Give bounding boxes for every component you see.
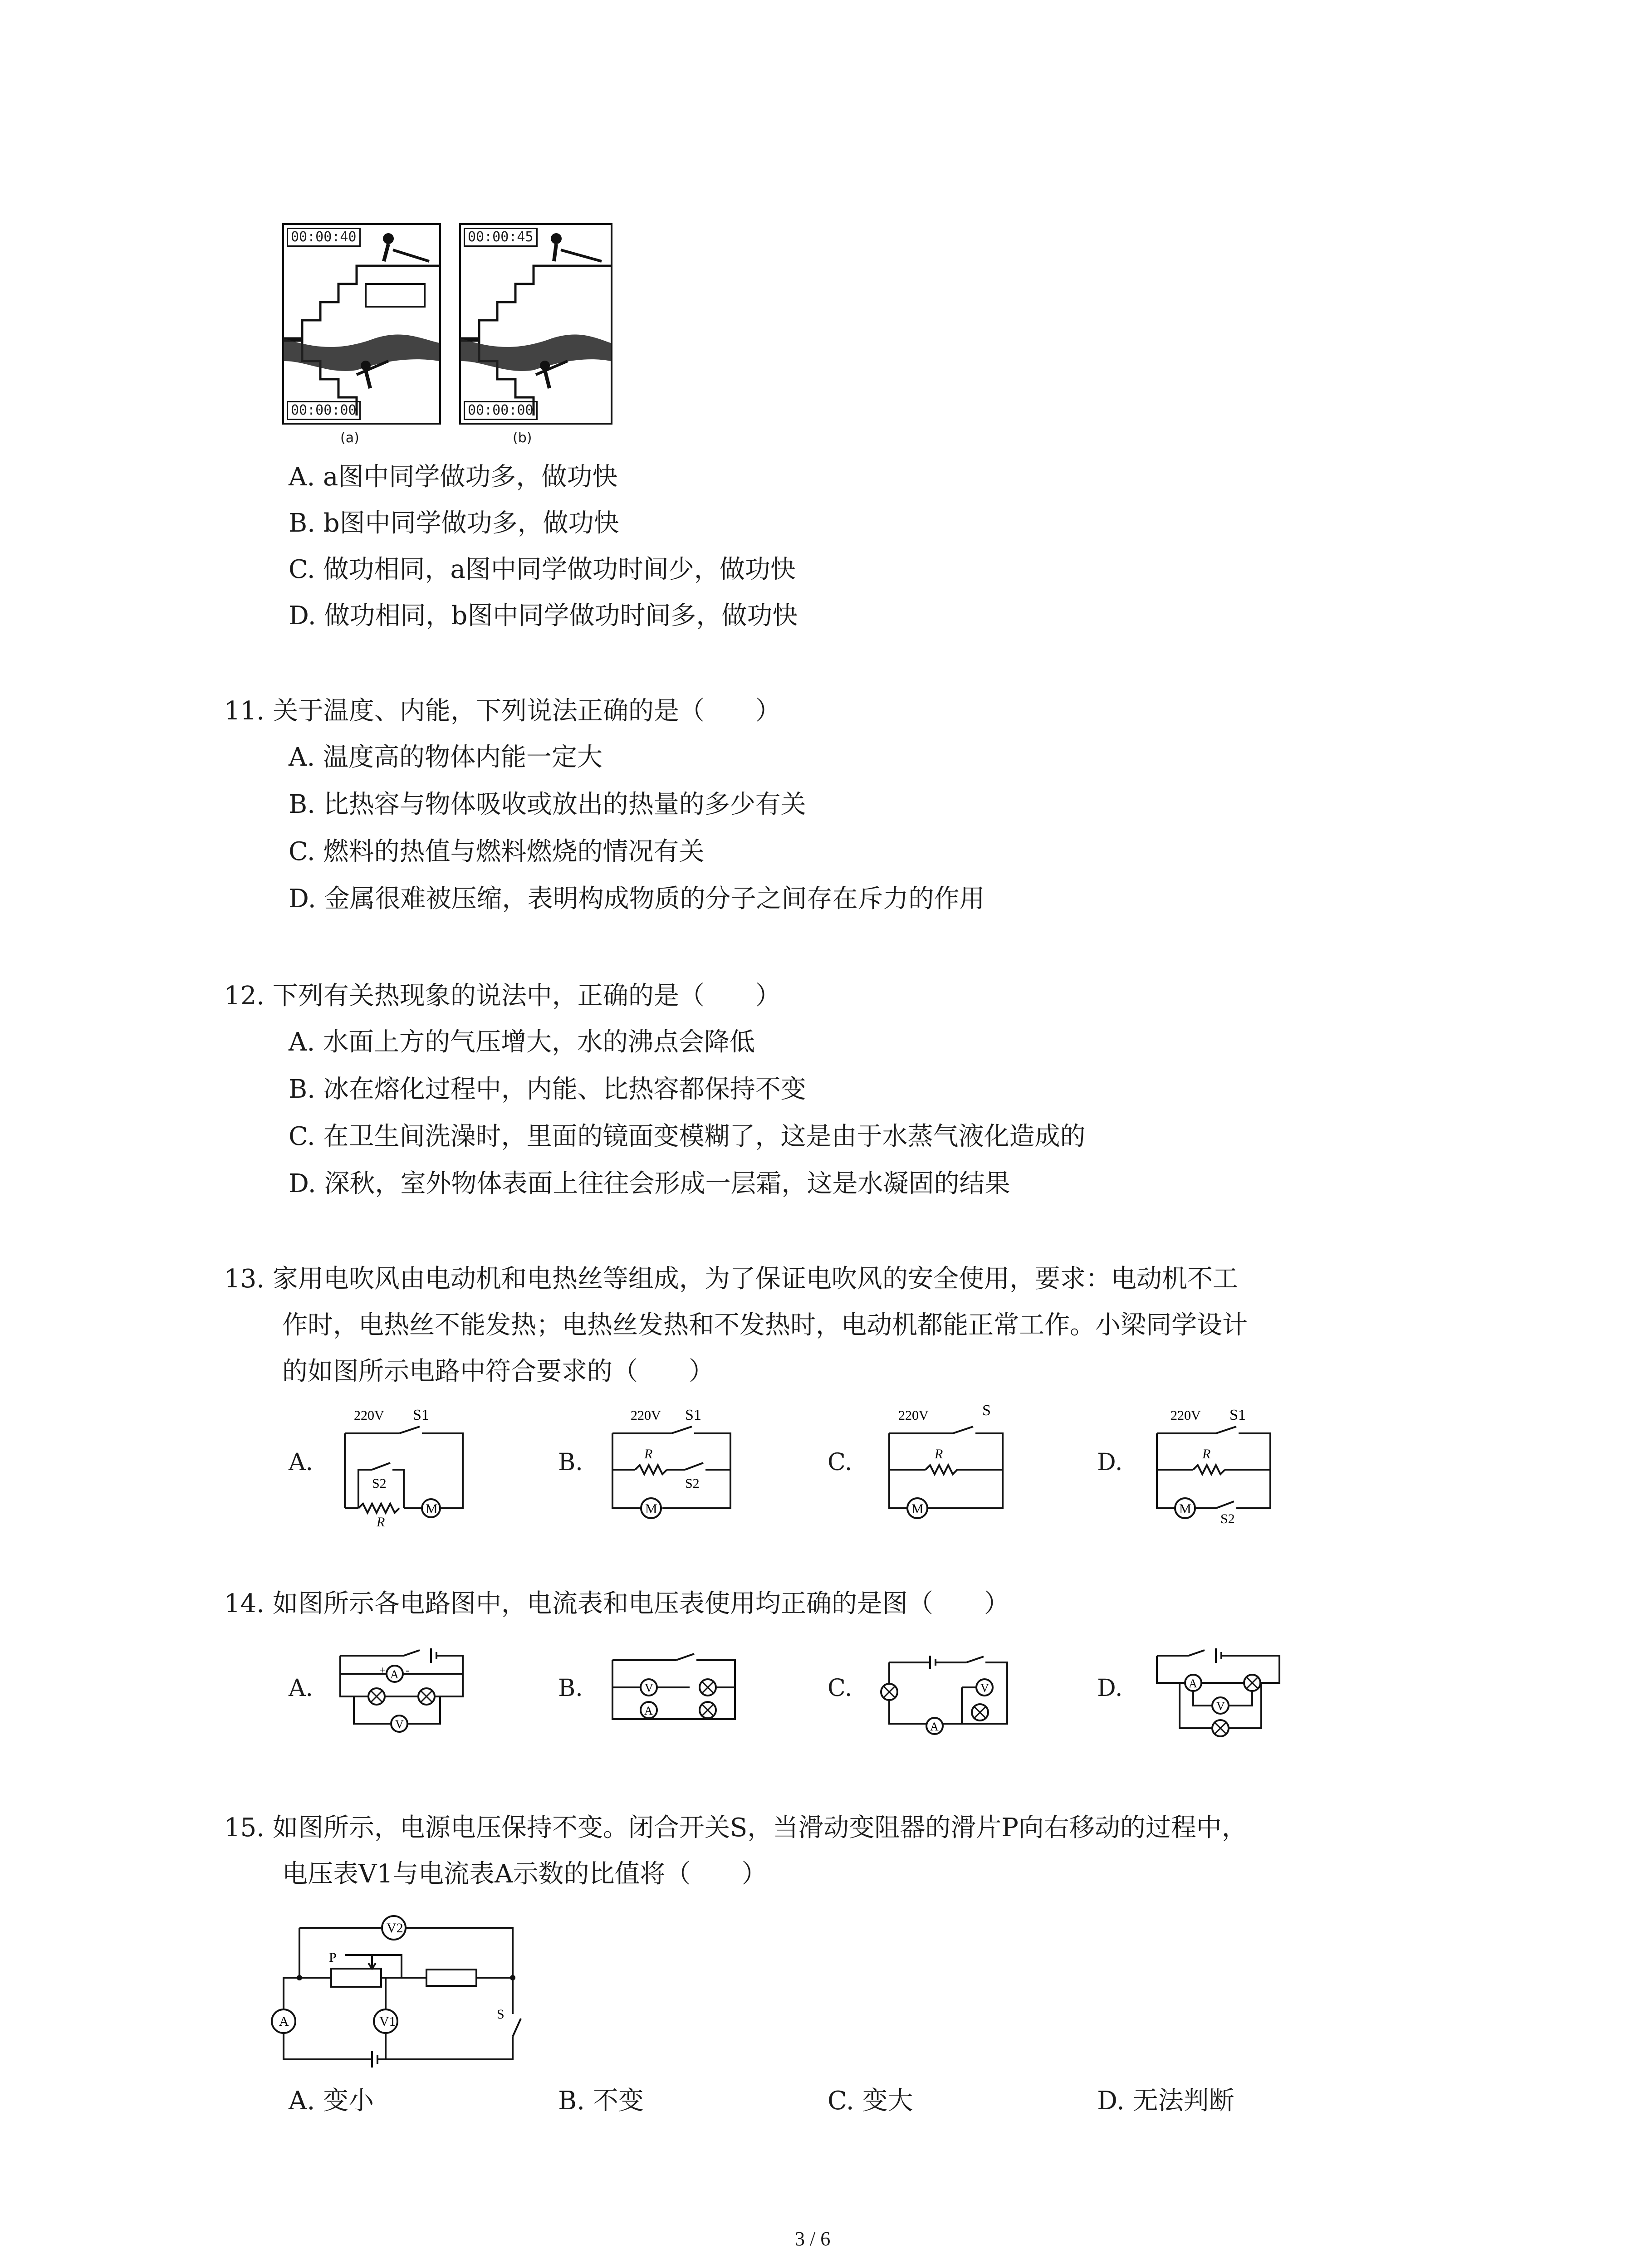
q11-option-b[interactable]: B. 比热容与物体吸收或放出的热量的多少有关 (289, 790, 806, 819)
motor-label: M (1179, 1501, 1191, 1516)
q15-option-b[interactable]: B. 不变 (558, 2086, 644, 2116)
switch-s1-label: S1 (413, 1407, 429, 1423)
q10-option-d[interactable]: D. 做功相同，b图中同学做功时间多，做功快 (289, 601, 798, 631)
figure-b-caption: (b) (513, 430, 532, 446)
voltmeter-label: V (395, 1718, 404, 1731)
voltage-label: 220V (631, 1408, 661, 1423)
q14-label-d[interactable]: D. (1097, 1675, 1123, 1702)
figure-b-stair-climb (459, 223, 612, 425)
q15-option-a[interactable]: A. 变小 (289, 2086, 374, 2116)
q15-option-d[interactable]: D. 无法判断 (1097, 2086, 1234, 2116)
switch-s1-label: S1 (685, 1407, 701, 1423)
minus-sign: - (406, 1665, 409, 1677)
q13-stem-line-3: 的如图所示电路中符合要求的（ ） (282, 1357, 714, 1386)
q13-label-c[interactable]: C. (828, 1449, 852, 1476)
q13-label-a[interactable]: A. (289, 1449, 314, 1476)
q14-circuit-d (1152, 1642, 1288, 1742)
voltmeter-label: V (980, 1681, 989, 1695)
q11-stem: 11. 关于温度、内能，下列说法正确的是（ ） (224, 696, 781, 726)
resistor-label: R (377, 1515, 385, 1530)
motor-label: M (911, 1501, 924, 1516)
q13-circuit-a (336, 1402, 472, 1530)
q13-circuit-c (880, 1402, 1016, 1520)
motor-label: M (645, 1501, 657, 1516)
voltage-label: 220V (354, 1408, 384, 1423)
voltage-label: 220V (898, 1408, 929, 1423)
timestamp-top-a: 00:00:40 (287, 228, 361, 247)
switch-s2-label: S2 (685, 1476, 700, 1491)
timestamp-top-b: 00:00:45 (464, 228, 538, 247)
q10-option-a[interactable]: A. a图中同学做功多，做功快 (289, 462, 618, 492)
q15-circuit (272, 1905, 526, 2077)
resistor-label: R (644, 1447, 653, 1461)
ammeter-label: A (1189, 1677, 1197, 1690)
q13-circuit-d (1152, 1402, 1288, 1526)
figure-a-caption: (a) (340, 430, 359, 446)
ammeter-label: A (644, 1704, 653, 1717)
voltmeter-v2-label: V2 (387, 1921, 403, 1936)
q14-stem: 14. 如图所示各电路图中，电流表和电压表使用均正确的是图（ ） (224, 1589, 1009, 1618)
plus-sign: + (379, 1665, 386, 1677)
q10-option-c[interactable]: C. 做功相同，a图中同学做功时间少，做功快 (289, 555, 796, 584)
q14-label-c[interactable]: C. (828, 1675, 852, 1702)
q11-option-d[interactable]: D. 金属很难被压缩，表明构成物质的分子之间存在斥力的作用 (289, 884, 985, 914)
q11-option-a[interactable]: A. 温度高的物体内能一定大 (289, 743, 603, 772)
page-number: 3 / 6 (795, 2228, 831, 2250)
voltmeter-v1-label: V1 (379, 2014, 396, 2029)
stair-scene-a (284, 225, 439, 423)
q13-circuit-b (608, 1402, 744, 1520)
stair-scene-b (461, 225, 611, 423)
ammeter-label: A (930, 1720, 939, 1733)
switch-s2-label: S2 (1220, 1511, 1235, 1526)
slider-p-label: P (329, 1950, 337, 1965)
voltmeter-label: V (645, 1681, 653, 1695)
q10-option-b[interactable]: B. b图中同学做功多，做功快 (289, 508, 619, 538)
q13-label-b[interactable]: B. (558, 1449, 583, 1476)
q14-label-b[interactable]: B. (558, 1675, 583, 1702)
q15-option-c[interactable]: C. 变大 (828, 2086, 913, 2116)
q14-label-a[interactable]: A. (289, 1675, 314, 1702)
switch-s2-label: S2 (372, 1476, 387, 1491)
switch-s-label: S (982, 1402, 991, 1419)
q14-circuit-b (608, 1642, 744, 1742)
timestamp-bottom-a: 00:00:00 (287, 401, 361, 420)
ammeter-label: A (390, 1668, 399, 1681)
timestamp-bottom-b: 00:00:00 (464, 401, 538, 420)
figure-a-stair-climb (282, 223, 441, 425)
q12-option-c[interactable]: C. 在卫生间洗澡时，里面的镜面变模糊了，这是由于水蒸气液化造成的 (289, 1122, 1086, 1151)
voltmeter-label: V (1216, 1700, 1225, 1713)
q15-stem-line-2: 电压表V1与电流表A示数的比值将（ ） (282, 1859, 767, 1889)
switch-s1-label: S1 (1230, 1407, 1246, 1423)
q15-stem-line-1: 15. 如图所示，电源电压保持不变。闭合开关S，当滑动变阻器的滑片P向右移动的过程中， (224, 1813, 1247, 1843)
q14-circuit-c (880, 1642, 1016, 1742)
voltage-label: 220V (1171, 1408, 1201, 1423)
switch-s-label: S (497, 2007, 505, 2022)
q12-stem: 12. 下列有关热现象的说法中，正确的是（ ） (224, 981, 781, 1011)
q13-label-d[interactable]: D. (1097, 1449, 1123, 1476)
motor-label: M (426, 1501, 438, 1516)
q11-option-c[interactable]: C. 燃料的热值与燃料燃烧的情况有关 (289, 837, 705, 866)
q12-option-b[interactable]: B. 冰在熔化过程中，内能、比热容都保持不变 (289, 1075, 806, 1104)
q14-circuit-a (336, 1642, 472, 1742)
q13-stem-line-2: 作时，电热丝不能发热；电热丝发热和不发热时，电动机都能正常工作。小梁同学设计 (282, 1310, 1248, 1340)
resistor-label: R (1202, 1447, 1211, 1461)
q13-stem-line-1: 13. 家用电吹风由电动机和电热丝等组成，为了保证电吹风的安全使用，要求：电动机不工 (224, 1264, 1238, 1294)
q12-option-d[interactable]: D. 深秋，室外物体表面上往往会形成一层霜，这是水凝固的结果 (289, 1169, 1010, 1198)
resistor-label: R (935, 1447, 943, 1461)
ammeter-a-label: A (279, 2014, 289, 2029)
q12-option-a[interactable]: A. 水面上方的气压增大，水的沸点会降低 (289, 1027, 755, 1057)
